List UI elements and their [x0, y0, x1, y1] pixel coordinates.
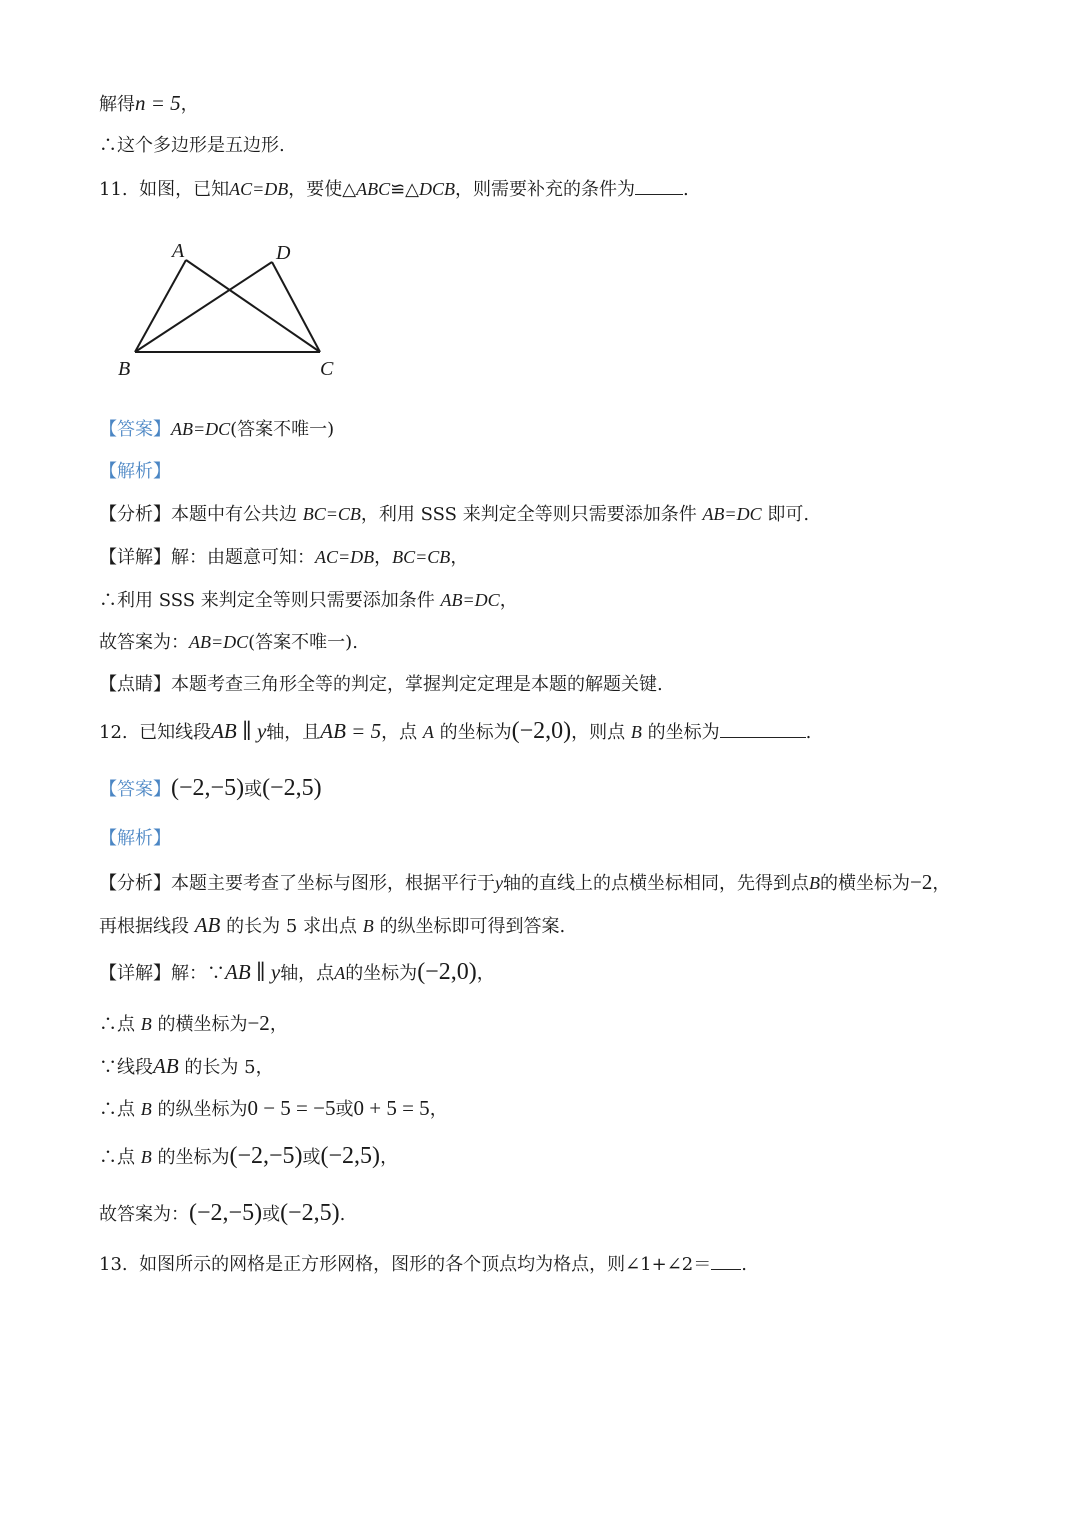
answer-tag: 【答案】 [99, 419, 171, 440]
step-line-12-2 [99, 1053, 274, 1081]
text: (答案不唯一) [230, 419, 335, 440]
answer-line-11 [99, 416, 334, 443]
text: 的坐标为 [647, 722, 720, 743]
answer-blank [720, 719, 806, 738]
math-expression: AB=DC [189, 632, 249, 652]
text: 或 [244, 779, 263, 800]
segment-ab [135, 260, 186, 352]
math-expression: −2 [247, 1011, 270, 1035]
vertex-label-d: D [276, 242, 291, 264]
text: 的纵坐标为 [157, 1099, 248, 1120]
text: . [741, 1254, 747, 1275]
answer-tag: 【答案】 [99, 779, 171, 800]
analysis-line-12b [99, 912, 565, 940]
math-expression: ABC [356, 179, 391, 199]
segment-dc [272, 262, 320, 352]
text: 或 [302, 1147, 321, 1168]
math-expression: AB ∥ y [225, 960, 281, 984]
math-expression: AB [194, 913, 221, 937]
text: 故答案为： [99, 632, 189, 653]
text: ， [180, 94, 199, 115]
text: ， [932, 873, 951, 894]
text: ，点 [381, 722, 418, 743]
question-13-stem [99, 1251, 747, 1278]
step-line-12-4 [99, 1143, 398, 1171]
math-expression: A [422, 722, 434, 742]
vertex-label-a: A [172, 240, 185, 262]
text: (答案不唯一). [248, 632, 358, 653]
question-number: 13. [99, 1254, 128, 1275]
text: ， [429, 1099, 448, 1120]
math-expression: AB=DC [702, 504, 762, 524]
math-expression: B [140, 1014, 152, 1034]
math-expression: (−2,0) [417, 959, 477, 985]
text: 再根据线段 [99, 916, 189, 937]
text: ，利用 SSS 来判定全等则只需要添加条件 [360, 504, 697, 525]
text: 的坐标为 [157, 1147, 230, 1168]
text: 的长为 5 求出点 [226, 916, 358, 937]
math-expression: 0 + 5 = 5 [353, 1096, 430, 1120]
detail-line-11 [99, 544, 468, 571]
text: 即可. [761, 504, 810, 525]
detail-line-12 [99, 959, 495, 987]
answer-line-12 [99, 775, 322, 803]
section-tag: 【详解】 [99, 547, 171, 568]
text: 或 [262, 1204, 281, 1225]
text: ， [380, 1147, 399, 1168]
text: 或 [335, 1099, 354, 1120]
math-expression: B [362, 916, 374, 936]
text: 解得 [99, 94, 135, 115]
math-expression: (−2,−5) [171, 775, 245, 801]
math-expression: AC=DB [315, 547, 375, 567]
text: . [683, 179, 689, 200]
math-expression: AB = 5 [320, 719, 382, 743]
text: ，要使△ [288, 179, 357, 200]
text: 轴，点 [280, 963, 335, 984]
analysis-tag-11: 【解析】 [99, 461, 171, 482]
solution-conclusion: ∴这个多边形是五边形. [99, 135, 285, 156]
math-expression: AB=DC [171, 419, 231, 439]
text: 的坐标为 [439, 722, 512, 743]
math-expression: DCB [419, 179, 456, 199]
text: ∵线段 [99, 1057, 153, 1078]
text: 轴的直线上的点横坐标相同，先得到点 [503, 873, 809, 894]
text: 轴，且 [266, 722, 321, 743]
analysis-line-11 [99, 501, 809, 528]
text: ， [374, 547, 393, 568]
text: ∴利用 SSS 来判定全等则只需要添加条件 [99, 590, 435, 611]
math-expression: (−2,5) [262, 775, 322, 801]
text: . [339, 1204, 346, 1225]
text: ，则需要补充的条件为 [455, 179, 636, 200]
text: ， [450, 547, 469, 568]
segment-db [135, 262, 272, 352]
final-answer-12 [99, 1200, 345, 1228]
question-number: 12. [99, 722, 128, 743]
analysis-line-12 [99, 869, 950, 897]
math-expression: (−2,5) [320, 1143, 381, 1169]
math-expression: AB [153, 1054, 179, 1078]
text: . [805, 722, 812, 743]
text: ∴点 [99, 1099, 135, 1120]
section-tag: 【点睛】 [99, 674, 171, 695]
analysis-tag-12: 【解析】 [99, 828, 171, 849]
vertex-label-c: C [320, 358, 334, 380]
text: 本题考查三角形全等的判定，掌握判定定理是本题的解题关键. [171, 674, 663, 695]
text: ， [269, 1014, 288, 1035]
text: ，则点 [571, 722, 626, 743]
comment-line-11 [99, 672, 663, 698]
math-expression: B [630, 722, 642, 742]
text: ∴点 [99, 1147, 135, 1168]
text: 故答案为： [99, 1204, 189, 1225]
step-line-12-1 [99, 1010, 288, 1038]
text: 的横坐标为 [820, 873, 910, 894]
triangle-figure [110, 235, 350, 385]
section-tag: 【分析】 [99, 504, 171, 525]
step-line-12-3 [99, 1095, 448, 1123]
math-expression: n = 5 [135, 91, 181, 115]
text: ≌△ [390, 179, 420, 200]
math-expression: y [495, 873, 503, 893]
text: 如图，已知 [139, 179, 230, 200]
math-expression: (−2,−5) [189, 1200, 263, 1226]
math-expression: (−2,5) [280, 1200, 340, 1226]
text: 的横坐标为 [157, 1014, 248, 1035]
final-answer-11 [99, 629, 358, 656]
math-expression: −2 [910, 870, 933, 894]
math-expression: (−2,−5) [229, 1143, 303, 1169]
math-expression: 0 − 5 = −5 [247, 1096, 336, 1120]
vertex-label-b: B [118, 358, 131, 380]
answer-blank [635, 176, 683, 195]
text: ， [499, 590, 518, 611]
math-expression: AB ∥ y [211, 719, 267, 743]
text: 如图所示的网格是正方形网格，图形的各个顶点均为格点，则∠1+∠2＝ [139, 1254, 712, 1275]
section-tag: 【详解】 [99, 963, 171, 984]
math-expression: (−2,0) [511, 718, 572, 744]
text: ， [476, 963, 495, 984]
math-expression: AC=DB [229, 179, 289, 199]
math-expression: B [809, 873, 820, 893]
math-expression: B [140, 1099, 152, 1119]
text: 本题主要考查了坐标与图形，根据平行于 [171, 873, 495, 894]
math-expression: BC=CB [392, 547, 451, 567]
text: 解：∵ [171, 963, 225, 984]
section-tag: 【分析】 [99, 873, 171, 894]
text: 已知线段 [139, 722, 212, 743]
therefore-line-11 [99, 587, 518, 614]
text: 解：由题意可知： [171, 547, 315, 568]
text: 的长为 5， [184, 1057, 274, 1078]
math-expression: A [334, 963, 346, 983]
math-expression: BC=CB [302, 504, 361, 524]
text: 本题中有公共边 [171, 504, 297, 525]
answer-blank [711, 1251, 741, 1270]
text: 的坐标为 [345, 963, 418, 984]
solution-line [99, 90, 199, 118]
question-number: 11. [99, 179, 128, 200]
question-12-stem [99, 718, 811, 746]
text: ∴点 [99, 1014, 135, 1035]
question-11-stem [99, 176, 689, 203]
math-expression: B [140, 1147, 152, 1167]
math-expression: AB=DC [440, 590, 500, 610]
text: 的纵坐标即可得到答案. [379, 916, 566, 937]
